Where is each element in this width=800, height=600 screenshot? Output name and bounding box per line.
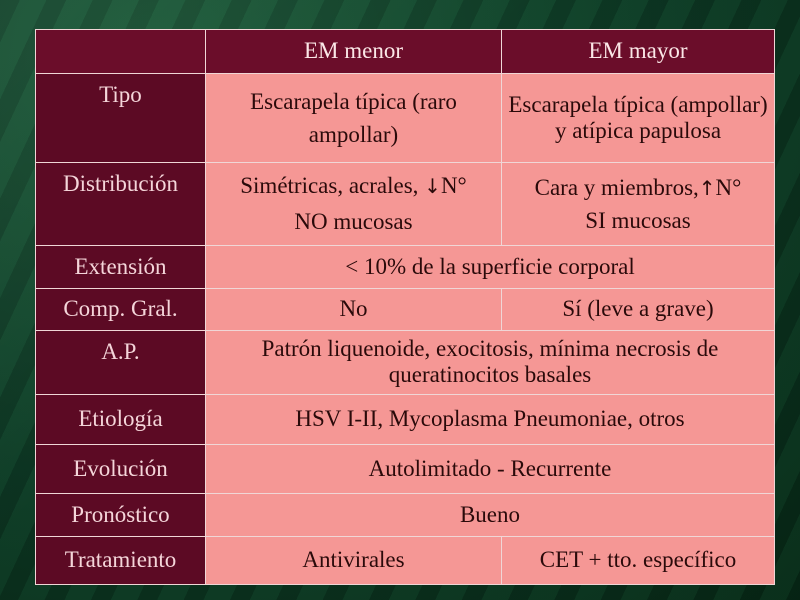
cell-ap: Patrón liquenoide, exocitosis, mínima necrosis de queratinocitos basales (206, 330, 775, 394)
cell-tratamiento-menor: Antivirales (206, 536, 502, 584)
row-label-tratamiento: Tratamiento (36, 536, 206, 584)
row-label-pronostico: Pronóstico (36, 493, 206, 536)
comparison-table (35, 29, 775, 585)
cell-tratamiento-mayor: CET + tto. específico (502, 536, 775, 584)
table-row-tipo (36, 74, 775, 163)
distribucion-mayor-n: N° (715, 174, 742, 200)
distribucion-menor-text: Simétricas, acrales, (240, 172, 425, 198)
table-row-ap (36, 330, 775, 394)
cell-distribucion-menor (206, 163, 502, 246)
cell-tipo-mayor: Escarapela típica (ampollar) y atípica papulosa (502, 74, 775, 163)
row-label-evolucion: Evolución (36, 444, 206, 493)
row-label-ap: A.P. (36, 330, 206, 394)
table-header-row (36, 30, 775, 74)
cell-tipo-menor: Escarapela típica (raro ampollar) (206, 74, 502, 163)
table-row-tratamiento (36, 536, 775, 584)
table-row-comp-gral (36, 289, 775, 330)
arrow-up-icon: ↑ (698, 175, 716, 200)
table-row-pronostico (36, 493, 775, 536)
row-label-etiologia: Etiología (36, 394, 206, 444)
cell-pronostico: Bueno (206, 493, 775, 536)
cell-distribucion-mayor (502, 163, 775, 246)
cell-etiologia: HSV I-II, Mycoplasma Pneumoniae, otros (206, 394, 775, 444)
row-label-extension: Extensión (36, 246, 206, 289)
table-row-distribucion (36, 163, 775, 246)
header-em-mayor: EM mayor (502, 30, 775, 74)
distribucion-menor-line2: NO mucosas (294, 209, 413, 235)
distribucion-menor-line1 (210, 168, 497, 205)
distribucion-mayor-text: Cara y miembros, (534, 174, 699, 200)
distribucion-mayor-line1 (506, 171, 770, 204)
header-em-menor: EM menor (206, 30, 502, 74)
cell-comp-gral-menor: No (206, 289, 502, 330)
cell-extension: < 10% de la superficie corporal (206, 246, 775, 289)
row-label-tipo: Tipo (36, 74, 206, 163)
header-corner-cell (36, 30, 206, 74)
cell-evolucion: Autolimitado - Recurrente (206, 444, 775, 493)
distribucion-mayor-line2: SI mucosas (585, 208, 691, 234)
table-row-etiologia (36, 394, 775, 444)
distribucion-menor-n: N° (440, 172, 467, 198)
table-row-evolucion (36, 444, 775, 493)
row-label-distribucion: Distribución (36, 163, 206, 246)
cell-comp-gral-mayor: Sí (leve a grave) (502, 289, 775, 330)
arrow-down-icon: ↓ (424, 173, 441, 198)
row-label-comp-gral: Comp. Gral. (36, 289, 206, 330)
table-row-extension (36, 246, 775, 289)
